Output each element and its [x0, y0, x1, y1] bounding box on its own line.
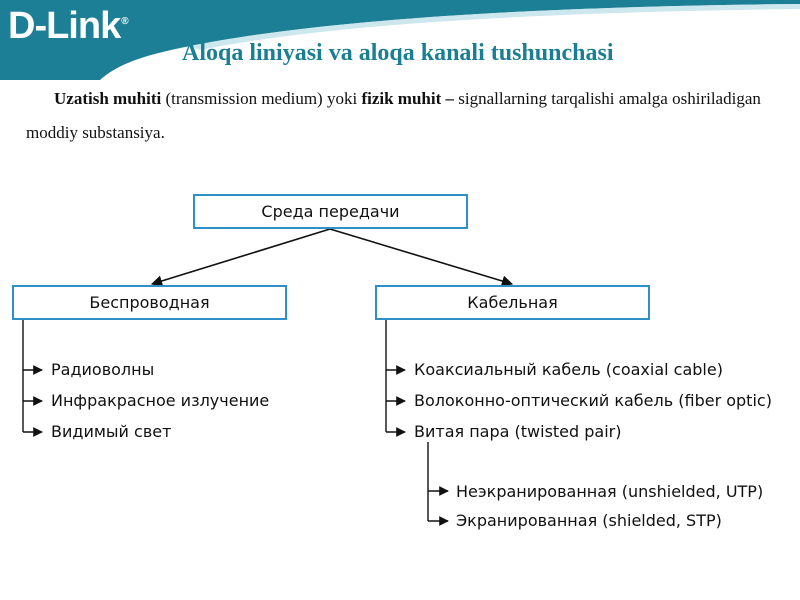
arrow-root-to-cable	[330, 229, 512, 284]
logo-registered-mark: ®	[121, 16, 128, 28]
cable-item-coaxial: Коаксиальный кабель (coaxial cable)	[414, 360, 723, 379]
twisted-pair-branch-lines	[428, 442, 448, 521]
definition-rest: signallarning tarqalishi amalga oshiriladigan moddiy substansiya.	[26, 89, 761, 142]
wireless-item-infrared: Инфракрасное излучение	[51, 391, 270, 410]
cable-item-fiber-optic: Волоконно-оптический кабель (fiber optic)	[414, 391, 772, 410]
twisted-pair-stp: Экранированная (shielded, STP)	[456, 511, 722, 530]
wireless-item-visible-light: Видимый свет	[51, 422, 172, 441]
term-gloss: (transmission medium) yoki	[161, 89, 362, 108]
cable-item-twisted-pair: Витая пара (twisted pair)	[414, 422, 622, 441]
cable-branch-lines	[386, 319, 405, 432]
wireless-box: Беспроводная	[12, 285, 287, 320]
logo-text: D-Link	[8, 5, 121, 47]
wireless-item-radio-waves: Радиоволны	[51, 360, 155, 379]
cable-box: Кабельная	[375, 285, 650, 320]
twisted-pair-utp: Неэкранированная (unshielded, UTP)	[456, 482, 764, 501]
term-physical-medium: fizik muhit –	[361, 89, 454, 108]
term-transmission-medium: Uzatish muhiti	[54, 89, 162, 108]
root-box: Среда передачи	[193, 194, 468, 229]
arrow-root-to-wireless	[152, 229, 330, 284]
page-title: Aloqa liniyasi va aloqa kanali tushunchasi	[182, 40, 614, 66]
wireless-branch-lines	[23, 319, 42, 432]
